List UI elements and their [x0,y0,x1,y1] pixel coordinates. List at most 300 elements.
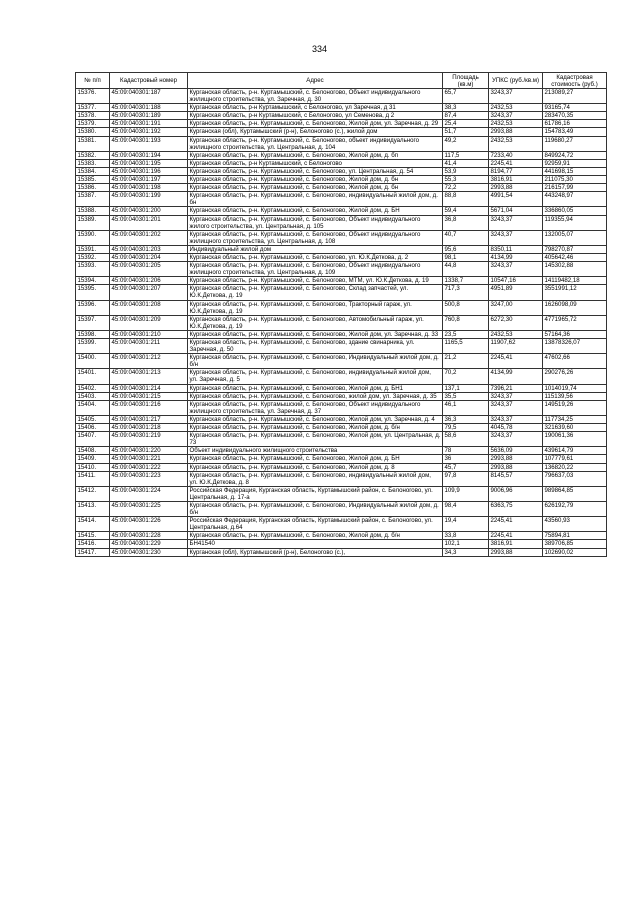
cell-upks: 10547,16 [489,277,543,285]
cell-cadastral-cost: 93165,74 [543,104,607,112]
cell-cadastral-number: 45:09:040301:220 [110,447,188,455]
cell-cadastral-number: 45:09:040301:210 [110,330,188,338]
cell-cadastral-cost: 13878326,07 [543,339,607,354]
cell-number: 15407. [76,432,110,447]
cell-cadastral-cost: 849924,72 [543,151,607,159]
table-row [76,517,607,532]
cell-address: Курганская область, р-н. Куртамышский, с. Белоногово, Тракторный гараж, ул. Ю.К.Деткова, д. 19 [188,300,443,315]
cell-area: 760,8 [443,315,489,330]
table-row [76,455,607,463]
cell-number: 15379. [76,120,110,128]
cell-address: Курганская область, р-н. Куртамышский, с. Белоногово, Жилой дом, д. бн [188,184,443,192]
cell-address: Курганская (обл), Куртамышский (р-н), Белоногово (с.), [188,548,443,556]
cell-area: 58,6 [443,432,489,447]
cell-address: Курганская область, р-н. Куртамышский, с. Белоногово, Жилой дом, ул. Центральная, д. 73 [188,432,443,447]
cell-area: 33,8 [443,532,489,540]
table-row [76,245,607,253]
cell-area: 40,7 [443,230,489,245]
cell-upks: 11907,62 [489,339,543,354]
cell-address: Курганская область, р-н. Куртамышский, с. Белоногово, Индивидуальный жилой дом, д. б/н [188,501,443,516]
cell-upks: 3243,37 [489,432,543,447]
cell-upks: 6363,75 [489,501,543,516]
table-row [76,167,607,175]
cell-cadastral-number: 45:09:040301:208 [110,300,188,315]
cell-upks: 6272,30 [489,315,543,330]
cell-number: 15400. [76,354,110,369]
cell-upks: 2993,88 [489,128,543,136]
cell-address: Курганская область, р-н Куртамышский, с Белоногово, ул Семенова, д 2 [188,112,443,120]
header-address: Адрес [188,73,443,89]
cell-cadastral-number: 45:09:040301:198 [110,184,188,192]
cell-upks: 9006,96 [489,486,543,501]
cell-address: Курганская область, р-н. Куртамышский, с. Белоногово, Объект индивидуального жилищного строительства, ул. Центральная, д. 109 [188,262,443,277]
cell-cadastral-number: 45:09:040301:228 [110,532,188,540]
cell-cadastral-cost: 102690,02 [543,548,607,556]
table-row [76,192,607,207]
cell-area: 1165,5 [443,339,489,354]
cell-number: 15377. [76,104,110,112]
cell-area: 117,5 [443,151,489,159]
cell-upks: 7233,40 [489,151,543,159]
cell-cadastral-number: 45:09:040301:212 [110,354,188,369]
cell-address: Курганская область, р-н. Куртамышский, с. Белоногово, Объект индивидуального жилищного строительства, ул. Заречная, д. 37 [188,400,443,415]
table-row [76,486,607,501]
table-row [76,136,607,151]
table-row [76,262,607,277]
cell-upks: 4951,89 [489,285,543,300]
cell-number: 15389. [76,215,110,230]
cell-number: 15383. [76,159,110,167]
header-cadastral-number: Кадастровый номер [110,73,188,89]
cell-area: 87,4 [443,112,489,120]
header-area: Площадь (кв.м) [443,73,489,89]
cell-address: Курганская область, р-н. Куртамышский, с. Белоногово, индивидуальный жилой дом, ул. Ю.К.Деткова, д. 8 [188,471,443,486]
table-header-row [76,73,607,89]
cell-area: 21,2 [443,354,489,369]
cell-upks: 3243,37 [489,392,543,400]
table-row [76,253,607,261]
cell-number: 15376. [76,89,110,104]
cell-upks: 8194,77 [489,167,543,175]
cell-area: 98,4 [443,501,489,516]
table-row [76,159,607,167]
cell-address: Курганская (обл), Куртамышский (р-н), Белоногово (с.), жилой дом [188,128,443,136]
cell-number: 15396. [76,300,110,315]
cell-area: 38,3 [443,104,489,112]
table-row [76,112,607,120]
cell-cadastral-number: 45:09:040301:211 [110,339,188,354]
cell-number: 15391. [76,245,110,253]
cell-cadastral-number: 45:09:040301:226 [110,517,188,532]
cell-upks: 2245,41 [489,354,543,369]
cell-upks: 7396,21 [489,384,543,392]
cell-cadastral-number: 45:09:040301:219 [110,432,188,447]
cell-number: 15414. [76,517,110,532]
cell-cadastral-cost: 443248,97 [543,192,607,207]
cell-address: Курганская область, р-н. Куртамышский, с. Белоногово, Жилой дом, ул. Заречная, д. 4 [188,415,443,423]
cell-area: 51,7 [443,128,489,136]
cell-upks: 2245,41 [489,517,543,532]
cell-cadastral-cost: 989864,85 [543,486,607,501]
cell-area: 88,8 [443,192,489,207]
cell-address: Курганская область, р-н. Куртамышский, с. Белоногово, Объект индивидуального жилого строительства, ул. Центральная, д. 105 [188,215,443,230]
cell-cadastral-cost: 439614,79 [543,447,607,455]
cell-area: 79,5 [443,424,489,432]
table-row [76,207,607,215]
cell-cadastral-cost: 107779,61 [543,455,607,463]
cell-address: Курганская область, р-н. Куртамышский, с. Белоногово, Объект индивидуального жилищного строительства, ул. Заречная, д. 30 [188,89,443,104]
cell-upks: 2993,88 [489,455,543,463]
cell-cadastral-number: 45:09:040301:229 [110,540,188,548]
table-row [76,215,607,230]
cell-upks: 4991,54 [489,192,543,207]
cell-address: Индивидуальный жилой дом [188,245,443,253]
table-row [76,369,607,384]
cell-upks: 3816,91 [489,540,543,548]
page-number: 334 [311,44,328,54]
cell-number: 15393. [76,262,110,277]
table-body [76,89,607,557]
cell-cadastral-cost: 145302,88 [543,262,607,277]
table-row [76,447,607,455]
cell-address: Курганская область, р-н. Куртамышский, с. Белоногово, Жилой дом, ул. Заречная, д. 29 [188,120,443,128]
cell-cadastral-cost: 290276,26 [543,369,607,384]
cell-address: Курганская область, р-н. Куртамышский, с. Белоногово, Жилой дом, д. БН [188,207,443,215]
cell-address: Курганская область, р-н. Куртамышский, с. Белоногово, объект индивидуального жилищного строительства, ул. Центральная, д. 104 [188,136,443,151]
table-row [76,230,607,245]
cell-cadastral-number: 45:09:040301:191 [110,120,188,128]
table-row [76,277,607,285]
cell-cadastral-number: 45:09:040301:188 [110,104,188,112]
cell-cadastral-cost: 213089,27 [543,89,607,104]
cell-cadastral-cost: 389706,85 [543,540,607,548]
cell-cadastral-number: 45:09:040301:222 [110,463,188,471]
cell-number: 15380. [76,128,110,136]
cell-address: Курганская область, р-н. Куртамышский, с. Белоногово, Жилой дом, ул. Заречная, д. 33 [188,330,443,338]
cell-cadastral-number: 45:09:040301:206 [110,277,188,285]
cell-number: 15390. [76,230,110,245]
cell-cadastral-number: 45:09:040301:216 [110,400,188,415]
cell-address: БН41540 [188,540,443,548]
table-row [76,415,607,423]
cell-number: 15409. [76,455,110,463]
cell-number: 15388. [76,207,110,215]
cell-area: 102,1 [443,540,489,548]
cell-cadastral-number: 45:09:040301:217 [110,415,188,423]
cell-number: 15405. [76,415,110,423]
cell-cadastral-cost: 43560,93 [543,517,607,532]
cell-cadastral-cost: 75894,81 [543,532,607,540]
cell-cadastral-cost: 190061,36 [543,432,607,447]
cell-number: 15415. [76,532,110,540]
table-row [76,330,607,338]
cell-number: 15401. [76,369,110,384]
cell-cadastral-cost: 92959,91 [543,159,607,167]
cell-area: 49,2 [443,136,489,151]
cell-upks: 3243,37 [489,400,543,415]
cell-cadastral-number: 45:09:040301:197 [110,176,188,184]
cell-cadastral-cost: 154783,49 [543,128,607,136]
cell-cadastral-cost: 57164,36 [543,330,607,338]
cell-number: 15395. [76,285,110,300]
table-row [76,184,607,192]
cell-address: Курганская область, р-н Куртамышский, с Белоногово [188,159,443,167]
cell-cadastral-cost: 47602,66 [543,354,607,369]
cell-cadastral-number: 45:09:040301:187 [110,89,188,104]
cell-area: 78 [443,447,489,455]
cell-number: 15413. [76,501,110,516]
cell-upks: 2432,53 [489,120,543,128]
cell-area: 109,9 [443,486,489,501]
cell-cadastral-cost: 119355,94 [543,215,607,230]
cell-cadastral-number: 45:09:040301:209 [110,315,188,330]
cell-upks: 2432,53 [489,136,543,151]
cell-cadastral-number: 45:09:040301:230 [110,548,188,556]
cell-number: 15398. [76,330,110,338]
cell-cadastral-number: 45:09:040301:203 [110,245,188,253]
table-row [76,532,607,540]
table-row [76,128,607,136]
cell-area: 36,3 [443,415,489,423]
cell-area: 137,1 [443,384,489,392]
cell-cadastral-number: 45:09:040301:201 [110,215,188,230]
cell-upks: 2993,88 [489,184,543,192]
cell-upks: 4134,99 [489,369,543,384]
cell-cadastral-cost: 1626098,09 [543,300,607,315]
cell-number: 15411. [76,471,110,486]
table-row [76,392,607,400]
cell-number: 15397. [76,315,110,330]
cell-address: Курганская область, р-н Куртамышский, с Белоногово, ул Заречная, д 31 [188,104,443,112]
cell-upks: 4045,78 [489,424,543,432]
cell-cadastral-cost: 115139,56 [543,392,607,400]
cell-upks: 3243,37 [489,89,543,104]
cell-cadastral-cost: 283470,35 [543,112,607,120]
table-row [76,501,607,516]
cell-upks: 5671,04 [489,207,543,215]
table-row [76,89,607,104]
cell-area: 98,1 [443,253,489,261]
cell-number: 15378. [76,112,110,120]
table-row [76,384,607,392]
cell-address: Курганская область, р-н. Куртамышский, с. Белоногово, Жилой дом, д. бп [188,151,443,159]
header-number: № п/п [76,73,110,89]
cell-upks: 3243,37 [489,415,543,423]
table-row [76,354,607,369]
cell-cadastral-cost: 119680,27 [543,136,607,151]
table-row [76,339,607,354]
cell-upks: 2432,53 [489,330,543,338]
cell-cadastral-number: 45:09:040301:213 [110,369,188,384]
cell-upks: 2993,88 [489,463,543,471]
cell-area: 23,5 [443,330,489,338]
cell-number: 15384. [76,167,110,175]
cell-cadastral-number: 45:09:040301:207 [110,285,188,300]
cell-area: 36 [443,455,489,463]
cell-address: Курганская область, р-н. Куртамышский, с. Белоногово, Автомобильный гараж, ул. Ю.К.Деткова, д. 19 [188,315,443,330]
cell-cadastral-number: 45:09:040301:214 [110,384,188,392]
cell-upks: 2993,88 [489,548,543,556]
table-row [76,463,607,471]
cell-number: 15386. [76,184,110,192]
cell-address: Курганская область, р-н. Куртамышский, с. Белоногово, ул. Центральная, д. 54 [188,167,443,175]
cell-cadastral-cost: 132005,07 [543,230,607,245]
cell-number: 15404. [76,400,110,415]
cell-area: 55,3 [443,176,489,184]
cell-cadastral-cost: 626192,79 [543,501,607,516]
cell-area: 97,8 [443,471,489,486]
cell-cadastral-number: 45:09:040301:204 [110,253,188,261]
cell-upks: 8350,11 [489,245,543,253]
cell-cadastral-number: 45:09:040301:189 [110,112,188,120]
cell-number: 15410. [76,463,110,471]
cell-address: Объект индивидуального жилищного строительства [188,447,443,455]
cell-address: Российская Федерация, Курганская область, Куртамышский район, с. Белоногово, ул. Центральная, д.64 [188,517,443,532]
cell-address: Курганская область, р-н. Куртамышский, с. Белоногово, индивидуальный жилой дом, д. бн [188,192,443,207]
cell-cadastral-cost: 136820,22 [543,463,607,471]
cell-cadastral-number: 45:09:040301:215 [110,392,188,400]
cell-area: 1338,7 [443,277,489,285]
cell-address: Курганская область, р-н. Куртамышский, с. Белоногово, Жилой дом, д. б/н [188,424,443,432]
cell-cadastral-number: 45:09:040301:225 [110,501,188,516]
table-row [76,176,607,184]
cell-upks: 3243,37 [489,230,543,245]
table-row [76,151,607,159]
cell-address: Курганская область, р-н. Куртамышский, с. Белоногово, здание свинарника, ул. Заречная, д. 50 [188,339,443,354]
cell-area: 45,7 [443,463,489,471]
table-row [76,300,607,315]
cell-cadastral-cost: 211075,30 [543,176,607,184]
cell-upks: 5636,09 [489,447,543,455]
cell-address: Курганская область, р-н. Куртамышский, с. Белоногово, Склад запчастей, ул. Ю.К.Деткова, д. 19 [188,285,443,300]
cell-upks: 4134,99 [489,253,543,261]
cell-area: 59,4 [443,207,489,215]
cell-cadastral-number: 45:09:040301:224 [110,486,188,501]
header-cadastral-cost: Кадастровая стоимость (руб.) [543,73,607,89]
cell-number: 15406. [76,424,110,432]
cell-address: Российская Федерация, Курганская область, Куртамышский район, с. Белоногово, ул. Центральная, д. 17-а [188,486,443,501]
cell-cadastral-number: 45:09:040301:193 [110,136,188,151]
cell-number: 15417. [76,548,110,556]
table-row [76,424,607,432]
cell-cadastral-number: 45:09:040301:199 [110,192,188,207]
cell-area: 53,9 [443,167,489,175]
cell-cadastral-number: 45:09:040301:205 [110,262,188,277]
cell-area: 34,3 [443,548,489,556]
cell-number: 15381. [76,136,110,151]
cell-upks: 8145,57 [489,471,543,486]
cell-address: Курганская область, р-н. Куртамышский, с. Белоногово, Жилой дом, д. БН [188,455,443,463]
cell-upks: 2245,41 [489,159,543,167]
cell-address: Курганская область, р-н. Куртамышский, с. Белоногово, Жилой дом, д. б/н [188,532,443,540]
table-row [76,315,607,330]
cell-area: 19,4 [443,517,489,532]
cell-address: Курганская область, р-н. Куртамышский, с. Белоногово, Жилой дом, д. БН1 [188,384,443,392]
table-row [76,471,607,486]
cell-cadastral-number: 45:09:040301:196 [110,167,188,175]
cell-upks: 3243,37 [489,215,543,230]
cell-cadastral-number: 45:09:040301:195 [110,159,188,167]
cell-number: 15402. [76,384,110,392]
table-row [76,548,607,556]
cell-cadastral-number: 45:09:040301:202 [110,230,188,245]
cell-cadastral-cost: 796637,03 [543,471,607,486]
cell-cadastral-cost: 798270,87 [543,245,607,253]
cadastral-table [75,72,607,557]
cell-address: Курганская область, р-н. Куртамышский, с. Белоногово, Жилой дом, д. 8 [188,463,443,471]
table-row [76,120,607,128]
table-row [76,540,607,548]
cell-number: 15416. [76,540,110,548]
cell-cadastral-cost: 1014019,74 [543,384,607,392]
cell-cadastral-cost: 321639,60 [543,424,607,432]
cell-cadastral-cost: 61786,16 [543,120,607,128]
cell-area: 35,5 [443,392,489,400]
cell-cadastral-cost: 4771965,72 [543,315,607,330]
cell-cadastral-cost: 3551991,12 [543,285,607,300]
cell-number: 15382. [76,151,110,159]
cell-area: 72,2 [443,184,489,192]
cell-number: 15412. [76,486,110,501]
table-row [76,285,607,300]
cell-area: 44,8 [443,262,489,277]
header-upks: УПКС (руб./кв.м) [489,73,543,89]
cell-address: Курганская область, р-н. Куртамышский, с. Белоногово, Жилой дом, д. бн [188,176,443,184]
cell-cadastral-cost: 149519,26 [543,400,607,415]
cell-upks: 3247,00 [489,300,543,315]
cell-address: Курганская область, р-н. Куртамышский, с. Белоногово, жилой дом, ул. Заречная, д. 35 [188,392,443,400]
cell-cadastral-cost: 336860,05 [543,207,607,215]
table-row [76,104,607,112]
cell-number: 15408. [76,447,110,455]
cell-cadastral-number: 45:09:040301:194 [110,151,188,159]
cell-upks: 3243,37 [489,262,543,277]
cell-area: 500,8 [443,300,489,315]
cell-address: Курганская область, р-н. Куртамышский, с. Белоногово, индивидуальный жилой дом, ул. Заречная, д. 5 [188,369,443,384]
cell-cadastral-cost: 117734,25 [543,415,607,423]
cell-upks: 2245,41 [489,532,543,540]
table-row [76,400,607,415]
cell-address: Курганская область, р-н. Куртамышский, с. Белоногово, Объект индивидуального жилищного строительства, ул. Центральная, д. 108 [188,230,443,245]
cell-number: 15387. [76,192,110,207]
cell-upks: 3816,91 [489,176,543,184]
cell-area: 46,1 [443,400,489,415]
cell-number: 15394. [76,277,110,285]
cell-cadastral-cost: 216157,99 [543,184,607,192]
cell-area: 41,4 [443,159,489,167]
cell-cadastral-cost: 14119482,18 [543,277,607,285]
cell-cadastral-number: 45:09:040301:221 [110,455,188,463]
cell-address: Курганская область, р-н. Куртамышский, с. Белоногово, Индивидуальный жилой дом, д. б/н [188,354,443,369]
cell-upks: 3243,37 [489,112,543,120]
cell-cadastral-number: 45:09:040301:223 [110,471,188,486]
cell-cadastral-number: 45:09:040301:200 [110,207,188,215]
cell-number: 15403. [76,392,110,400]
cell-upks: 2432,53 [489,104,543,112]
cell-number: 15392. [76,253,110,261]
cell-number: 15385. [76,176,110,184]
cell-address: Курганская область, р-н. Куртамышский, с. Белоногово, МТМ, ул. Ю.К.Деткова, д. 19 [188,277,443,285]
cell-area: 25,4 [443,120,489,128]
cell-area: 65,7 [443,89,489,104]
cell-area: 70,2 [443,369,489,384]
cell-number: 15399. [76,339,110,354]
table-row [76,432,607,447]
cell-area: 717,3 [443,285,489,300]
cell-cadastral-number: 45:09:040301:192 [110,128,188,136]
cell-area: 36,8 [443,215,489,230]
cell-cadastral-cost: 441698,15 [543,167,607,175]
